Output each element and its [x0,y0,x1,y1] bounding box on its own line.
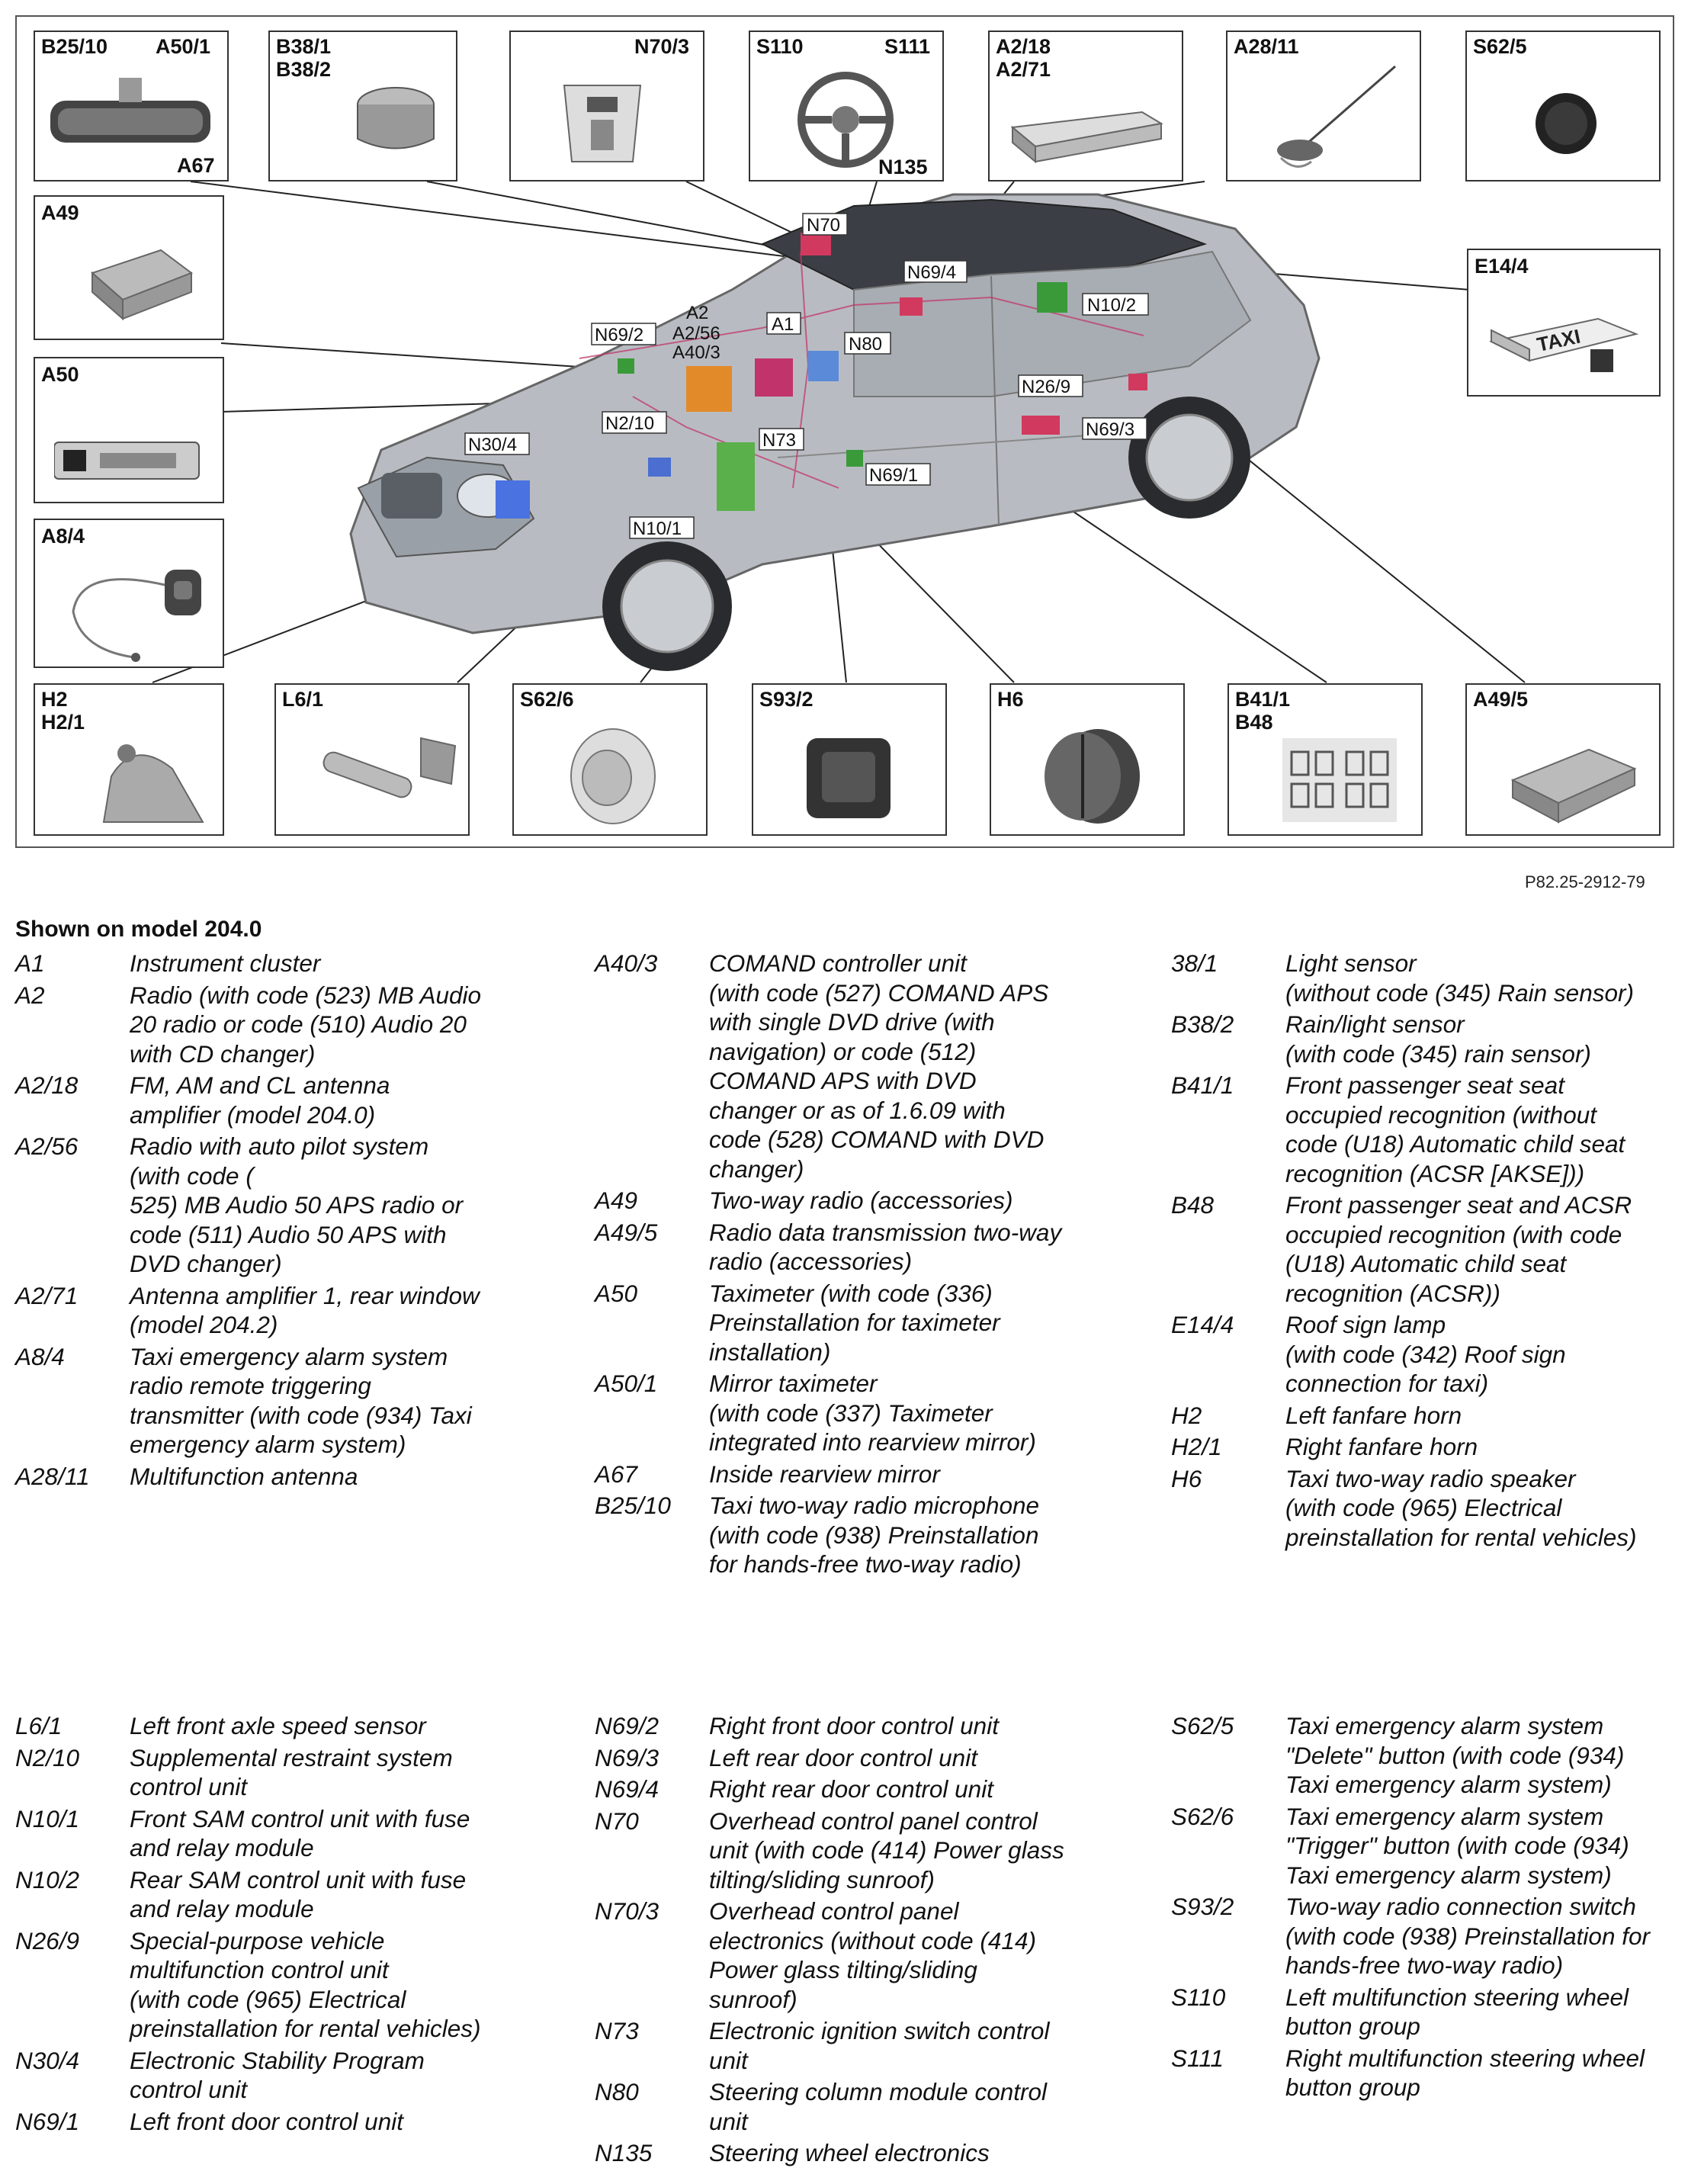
legend-entry [595,1897,1128,2014]
label-a28-11: A28/11 [1234,35,1299,58]
label-n70-3: N70/3 [634,35,690,58]
legend-entry [15,1743,549,1802]
legend-entry [1171,1432,1688,1462]
legend-code: B25/10 [595,1492,671,1519]
legend-description: Roof sign lamp (with code (342) Roof sign connection for taxi) [1285,1311,1566,1397]
callout-a40-3: A40/3 [672,342,720,363]
two-way-radio-icon [77,242,199,326]
legend-code: A49/5 [595,1218,658,1246]
legend-entry [1171,2044,1688,2102]
legend-code: A2/71 [15,1281,79,1309]
legend-description: Left front door control unit [130,2107,403,2135]
callout-n69-4: N69/4 [907,262,957,283]
legend-description: Left front axle speed sensor [130,1712,426,1739]
legend-code: E14/4 [1171,1311,1234,1338]
legend-entry [15,1926,549,2044]
legend-code: N26/9 [15,1926,80,1954]
legend-entry [15,981,549,1069]
legend-entry [1171,1010,1688,1068]
legend-description: Rain/light sensor (with code (345) rain sensor) [1285,1010,1591,1068]
legend-code: N135 [595,2139,653,2166]
legend-description: COMAND controller unit (with code (527) COMAND APS with single DVD drive (with navigation) or code (512) COMAND APS with DVD changer or as of 1.6.09 with code (528) COMAND with DVD changer) [709,949,1049,1183]
box-n70-3 [509,31,704,181]
fanfare-horn-icon [81,723,210,830]
label-e14-4: E14/4 [1475,255,1529,278]
legend-code: S62/6 [1171,1802,1234,1830]
box-a49-5 [1465,683,1661,836]
legend-code: S93/2 [1171,1893,1234,1920]
legend-entry [595,1807,1128,1895]
legend-entry [595,1743,1128,1773]
label-a50-1: A50/1 [156,35,211,58]
figure-reference: P82.25-2912-79 [1525,872,1645,891]
box-h2 [34,683,224,836]
legend-description: Antenna amplifier 1, rear window (model 204.2) [130,1281,480,1338]
legend-code: A8/4 [15,1342,65,1370]
label-b25-10: B25/10 [41,35,108,58]
legend-entry [15,1865,549,1924]
legend-entry [595,1460,1128,1489]
legend-description: Two-way radio connection switch (with code (938) Preinstallation for hands-free two-way radio) [1285,1893,1650,1979]
legend-code: A2 [15,981,45,1009]
callout-n69-3: N69/3 [1086,419,1135,440]
callout-a2: A2 [686,303,709,323]
callout-n30-4: N30/4 [468,435,518,455]
legend-col-2 [595,949,1128,1582]
label-a8-4: A8/4 [41,525,85,548]
label-a49-5: A49/5 [1473,688,1529,711]
legend-description: Taxi emergency alarm system "Trigger" button (with code (934) Taxi emergency alarm system) [1285,1802,1629,1889]
legend-code: A28/11 [15,1462,90,1490]
legend-description: FM, AM and CL antenna amplifier (model 204.0) [130,1071,390,1129]
legend-description: Left rear door control unit [709,1743,977,1771]
legend-code: 38/1 [1171,949,1218,977]
legend-code: H2 [1171,1401,1202,1429]
legend-entry [595,1186,1128,1216]
legend-description: Right front door control unit [709,1712,999,1739]
label-s110: S110 [756,35,804,58]
legend-entry [1171,1310,1688,1399]
legend-description: Radio data transmission two-way radio (accessories) [709,1218,1062,1275]
speed-sensor-icon [306,723,459,830]
legend-col-1 [15,949,549,1493]
callout-n73: N73 [762,430,797,451]
legend-description: Front SAM control unit with fuse and relay module [130,1804,470,1861]
legend-entry [15,1804,549,1863]
legend-entry [1171,1802,1688,1890]
legend-entry [15,1071,549,1129]
legend-description: Right multifunction steering wheel button group [1285,2044,1645,2101]
legend-code: N69/3 [595,1743,659,1771]
radio-data-transmission-icon [1505,738,1642,830]
legend-col-4 [15,1711,549,2138]
legend-code: A67 [595,1460,638,1488]
legend-description: Taxi two-way radio microphone (with code (938) Preinstallation for hands-free two-way radio) [709,1492,1040,1578]
legend-description: Steering wheel electronics [709,2139,990,2166]
legend-description: Left fanfare horn [1285,1401,1462,1429]
legend-entry [1171,1464,1688,1553]
legend-entry [15,1342,549,1460]
box-b25-10-a50-1-a67 [34,31,229,181]
legend-description: Taxi emergency alarm system radio remote triggering transmitter (with code (934) Taxi emergency alarm system) [130,1342,472,1458]
legend-code: B41/1 [1171,1071,1234,1099]
legend-description: Front passenger seat seat occupied recognition (without code (U18) Automatic child seat recognition (ACSR [AKSE])) [1285,1071,1625,1187]
legend-entry [595,1711,1128,1741]
legend-code: N2/10 [15,1743,80,1771]
legend-code: A50 [595,1279,638,1307]
steering-wheel-icon [788,70,903,169]
callout-n26-9: N26/9 [1022,377,1071,397]
legend-description: Special-purpose vehicle multifunction control unit (with code (965) Electrical preinstallation for rental vehicles) [130,1926,481,2042]
legend-code: N10/2 [15,1865,80,1893]
label-s62-6: S62/6 [520,688,574,711]
legend-code: S110 [1171,1983,1226,2011]
label-a67: A67 [177,154,215,177]
callout-n80: N80 [849,334,883,355]
legend-description: Right fanfare horn [1285,1433,1478,1460]
box-e14-4 [1467,249,1661,397]
label-b48: B48 [1235,711,1273,734]
legend-entry [15,1132,549,1279]
legend-entry [595,1369,1128,1457]
label-a2-71: A2/71 [996,58,1051,81]
label-h6: H6 [997,688,1024,711]
legend-description: Multifunction antenna [130,1462,358,1490]
legend-code: B38/2 [1171,1010,1234,1038]
label-a49: A49 [41,201,79,224]
legend-description: Overhead control panel control unit (with code (414) Power glass tilting/sliding sunroof) [709,1807,1064,1893]
legend-code: N70 [595,1807,639,1835]
label-h2-1: H2/1 [41,711,85,734]
legend-description: Overhead control panel electronics (without code (414) Power glass tilting/sliding sunroof) [709,1897,1036,2013]
legend-description: Electronic Stability Program control unit [130,2046,425,2103]
legend-code: A40/3 [595,949,658,977]
label-l6-1: L6/1 [282,688,324,711]
legend-description: Right rear door control unit [709,1775,993,1803]
legend-code: N73 [595,2017,639,2044]
legend-code: A2/18 [15,1071,79,1099]
callout-n69-2: N69/2 [595,325,644,345]
legend-code: H2/1 [1171,1433,1222,1460]
legend-description: Steering column module control unit [709,2078,1047,2135]
legend-code: A2/56 [15,1132,79,1160]
legend-col-3 [1171,949,1688,1554]
antenna-amplifier-icon [1005,104,1165,165]
seat-occupancy-mat-icon [1282,738,1397,822]
legend-entry [15,1281,549,1340]
legend-code: L6/1 [15,1712,63,1739]
legend-code: N69/2 [595,1712,659,1739]
box-s62-6 [512,683,708,836]
legend-description: Taxi two-way radio speaker (with code (965) Electrical preinstallation for rental vehicles) [1285,1464,1637,1551]
overhead-panel-icon [557,78,648,169]
legend-description: Mirror taximeter (with code (337) Taximeter integrated into rearview mirror) [709,1370,1036,1456]
legend-entry [1171,949,1688,1007]
legend-code: N69/4 [595,1775,659,1803]
callout-n70: N70 [807,215,841,236]
legend-description: Light sensor (without code (345) Rain sensor) [1285,949,1634,1007]
legend-description: Instrument cluster [130,949,321,977]
legend-entry [595,1491,1128,1579]
legend-entry [15,1462,549,1492]
box-a28-11 [1226,31,1421,181]
legend-description: Front passenger seat and ACSR occupied recognition (with code (U18) Automatic child seat recognition (ACSR)) [1285,1191,1632,1307]
legend-entry [15,1711,549,1741]
legend-entry [1171,1190,1688,1308]
light-sensor-icon [354,78,438,162]
legend-entry [15,2046,549,2105]
legend-col-6 [1171,1711,1688,2105]
legend-code: S62/5 [1171,1712,1234,1739]
legend-entry [595,2077,1128,2136]
legend-entry [1171,1711,1688,1800]
legend-col-5 [595,1711,1128,2170]
label-h2: H2 [41,688,68,711]
callout-n2-10: N2/10 [605,413,655,434]
label-b38-2: B38/2 [276,58,332,81]
legend-description: Radio with auto pilot system (with code ( 525) MB Audio 50 APS radio or code (511) Audio 50 APS with DVD changer) [130,1132,464,1277]
legend-code: N69/1 [15,2107,80,2135]
legend-code: H6 [1171,1464,1202,1492]
legend-entry [595,2138,1128,2168]
label-a50: A50 [41,363,79,386]
box-h6 [990,683,1185,836]
roof-sign-text: TAXI [1535,324,1583,356]
taximeter-icon [54,435,207,488]
legend-description: Radio (with code (523) MB Audio 20 radio or code (510) Audio 20 with CD changer) [130,981,482,1068]
legend-code: N10/1 [15,1804,80,1832]
box-b41-1-b48 [1227,683,1423,836]
label-s93-2: S93/2 [759,688,814,711]
legend-code: S111 [1171,2044,1224,2072]
callout-n10-2: N10/2 [1087,295,1137,316]
legend-entry [595,1279,1128,1367]
legend-code: N30/4 [15,2046,80,2074]
box-b38 [268,31,457,181]
legend-description: Taximeter (with code (336) Preinstallation for taximeter installation) [709,1279,1000,1366]
multifunction-antenna-icon [1258,63,1410,177]
label-a2-18: A2/18 [996,35,1051,58]
speaker-icon [1022,719,1151,833]
legend-entry [595,1218,1128,1277]
legend-description: Electronic ignition switch control unit [709,2017,1050,2074]
legend-entry [595,1774,1128,1804]
legend-entry [15,2107,549,2137]
trigger-button-icon [560,723,666,830]
legend-entry [1171,1071,1688,1188]
radio-connection-switch-icon [799,731,906,830]
box-s93-2 [752,683,947,836]
legend-description: Taxi emergency alarm system "Delete" button (with code (934) Taxi emergency alarm system) [1285,1712,1625,1798]
legend-entry [595,949,1128,1184]
label-n135: N135 [878,156,928,178]
box-s62-5 [1465,31,1661,181]
box-a49 [34,195,224,340]
legend-description: Inside rearview mirror [709,1460,940,1488]
legend-code: N70/3 [595,1897,659,1925]
box-a8-4 [34,519,224,668]
model-heading: Shown on model 204.0 [15,917,262,942]
label-s111: S111 [884,35,931,58]
box-steering-wheel [749,31,944,181]
legend-entry [1171,1983,1688,2041]
box-a2-18 [988,31,1183,181]
box-l6-1 [274,683,470,836]
legend-entry [15,949,549,978]
legend-code: N80 [595,2078,639,2105]
rearview-mirror-icon [50,78,210,154]
legend-entry [595,2016,1128,2075]
label-s62-5: S62/5 [1473,35,1527,58]
callout-a2-56: A2/56 [672,323,720,344]
label-b38-1: B38/1 [276,35,332,58]
callout-a1: A1 [772,314,794,335]
legend-description: Supplemental restraint system control unit [130,1743,453,1800]
roof-sign-lamp-icon [1484,296,1651,387]
legend-description: Left multifunction steering wheel button group [1285,1983,1629,2040]
remote-transmitter-icon [50,551,218,665]
callout-n69-1: N69/1 [869,465,919,486]
label-b41-1: B41/1 [1235,688,1291,711]
legend-entry [1171,1401,1688,1431]
legend-code: A49 [595,1187,638,1214]
legend-entry [1171,1892,1688,1980]
legend-code: B48 [1171,1191,1215,1219]
callout-n10-1: N10/1 [633,519,682,539]
legend-code: A50/1 [595,1370,658,1397]
box-a50 [34,357,224,503]
legend-description: Rear SAM control unit with fuse and relay module [130,1865,467,1922]
legend-description: Two-way radio (accessories) [709,1187,1013,1214]
legend-code: A1 [15,949,45,977]
delete-button-icon [1528,85,1604,162]
